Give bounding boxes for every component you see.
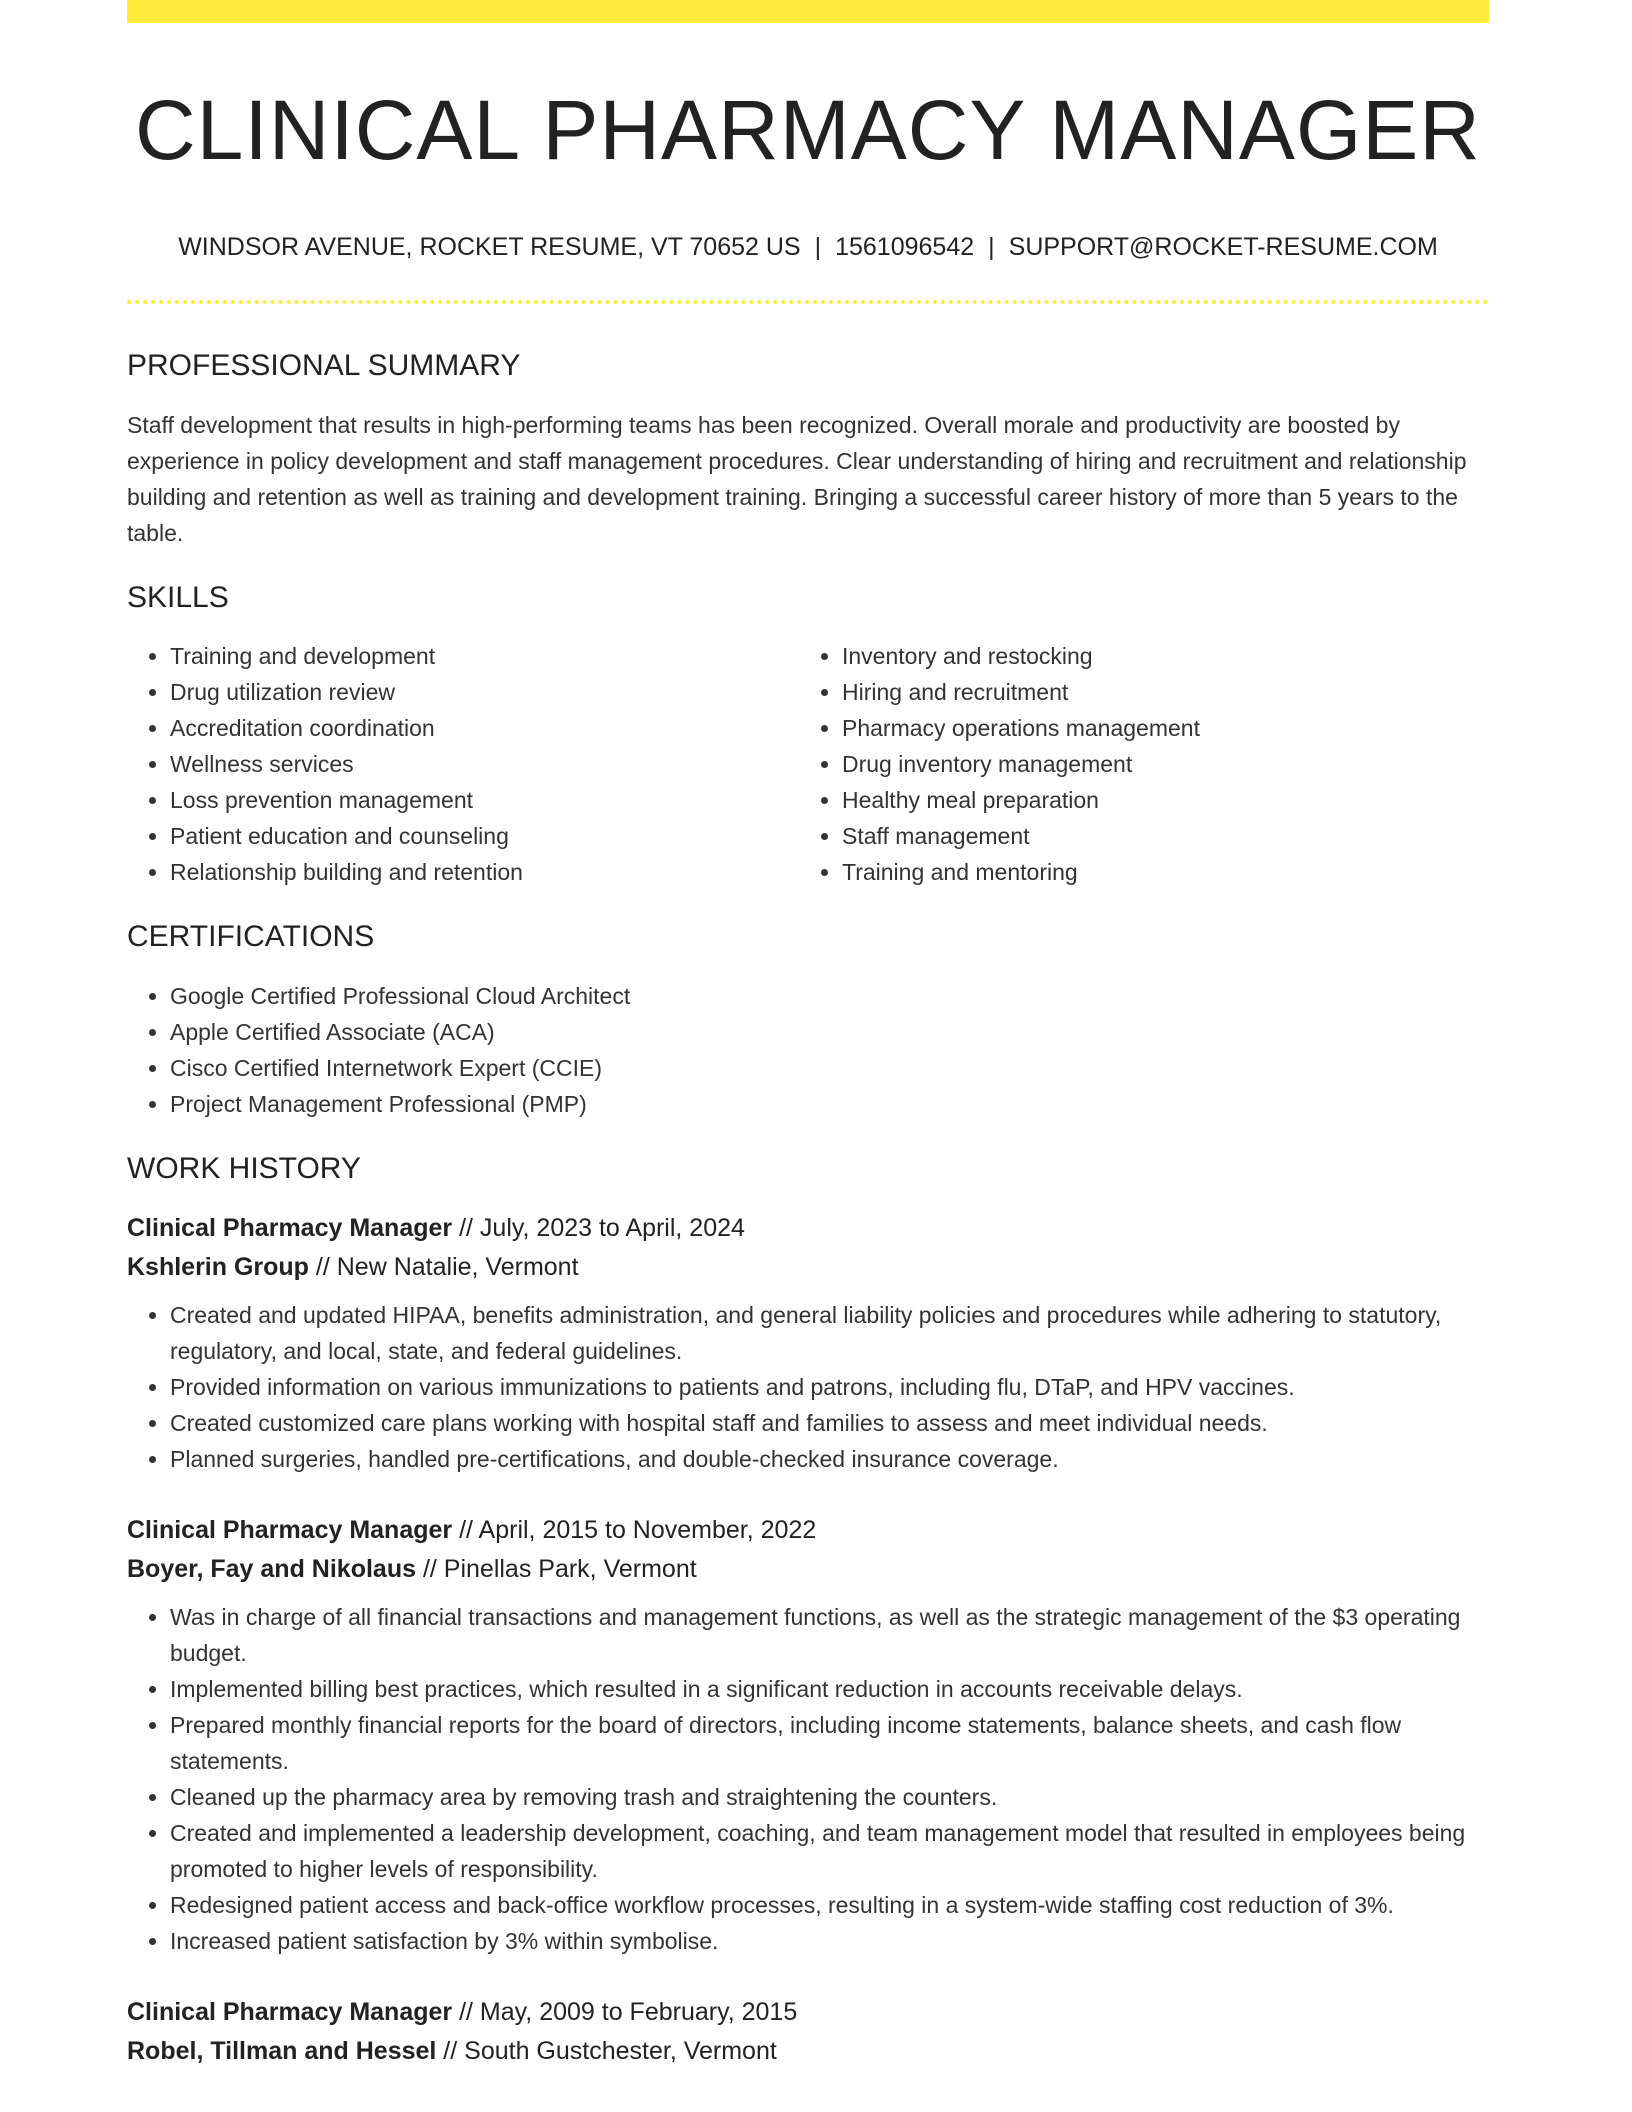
job-role-line <box>127 1209 1489 1248</box>
job-bullet: • Created and implemented a leadership development, coaching, and team management model that resulted in employees being promoted to higher levels of responsibility. <box>170 1815 1489 1887</box>
summary-heading: PROFESSIONAL SUMMARY <box>127 349 521 382</box>
job-location: // South Gustchester, Vermont <box>436 2037 777 2065</box>
contact-phone: 1561096542 <box>835 233 975 261</box>
contact-line <box>127 232 1489 262</box>
resume-name-title: CLINICAL PHARMACY MANAGER <box>135 83 1481 177</box>
job-role: Clinical Pharmacy Manager <box>127 1516 453 1544</box>
skill-item: • Healthy meal preparation <box>842 782 1471 818</box>
job-dates: // April, 2015 to November, 2022 <box>452 1516 817 1544</box>
job-bullet: • Planned surgeries, handled pre-certifications, and double-checked insurance coverage. <box>170 1441 1489 1477</box>
skill-item: • Hiring and recruitment <box>842 674 1471 710</box>
job-bullet: • Increased patient satisfaction by 3% within symbolise. <box>170 1923 1489 1959</box>
job-role-line <box>127 1993 1489 2032</box>
job-role: Clinical Pharmacy Manager <box>127 1998 453 2026</box>
job-company: Robel, Tillman and Hessel <box>127 2037 437 2065</box>
contact-address: WINDSOR AVENUE, ROCKET RESUME, VT 70652 US <box>178 233 801 261</box>
job-entry <box>127 1511 1489 1959</box>
job-bullets <box>127 1599 1489 1959</box>
job-bullet: • Prepared monthly financial reports for the board of directors, including income statements, balance sheets, and cash flow statements. <box>170 1707 1489 1779</box>
resume-content <box>127 0 1489 2071</box>
skill-item: • Drug inventory management <box>842 746 1471 782</box>
job-role: Clinical Pharmacy Manager <box>127 1214 453 1242</box>
job-bullets <box>127 1297 1489 1477</box>
certification-item: • Google Certified Professional Cloud Architect <box>170 978 1489 1014</box>
job-dates: // May, 2009 to February, 2015 <box>452 1998 798 2026</box>
skills-list-right <box>799 638 1471 890</box>
skill-item: • Accreditation coordination <box>170 710 799 746</box>
skill-item: • Pharmacy operations management <box>842 710 1471 746</box>
skill-item: • Wellness services <box>170 746 799 782</box>
job-company: Kshlerin Group <box>127 1253 309 1281</box>
job-location: // Pinellas Park, Vermont <box>416 1555 697 1583</box>
job-role-line <box>127 1511 1489 1550</box>
job-bullet: • Provided information on various immunizations to patients and patrons, including flu, DTaP, and HPV vaccines. <box>170 1369 1489 1405</box>
skill-item: • Inventory and restocking <box>842 638 1471 674</box>
work-history-heading: WORK HISTORY <box>127 1152 361 1185</box>
job-bullet: • Implemented billing best practices, which resulted in a significant reduction in accounts receivable delays. <box>170 1671 1489 1707</box>
job-entry <box>127 1993 1489 2071</box>
certifications-heading: CERTIFICATIONS <box>127 920 375 953</box>
summary-text: Staff development that results in high-performing teams has been recognized. Overall morale and productivity are boosted by experience in policy development and staff management procedures. Clear understanding of hiring and recruitment and relationship building and retention as well as training and development training. Bringing a successful career history of more than 5 years to the table. <box>127 412 1467 546</box>
job-company-line <box>127 2032 1489 2071</box>
job-bullet: • Created and updated HIPAA, benefits administration, and general liability policies and procedures while adhering to statutory, regulatory, and local, state, and federal guidelines. <box>170 1297 1489 1369</box>
header-divider <box>127 300 1489 304</box>
skills-heading: SKILLS <box>127 581 229 614</box>
skill-item: • Loss prevention management <box>170 782 799 818</box>
skill-item: • Staff management <box>842 818 1471 854</box>
job-company: Boyer, Fay and Nikolaus <box>127 1555 416 1583</box>
certifications-list <box>127 978 1489 1122</box>
skill-item: • Training and development <box>170 638 799 674</box>
skill-item: • Patient education and counseling <box>170 818 799 854</box>
job-bullet: • Redesigned patient access and back-office workflow processes, resulting in a system-wide staffing cost reduction of 3%. <box>170 1887 1489 1923</box>
contact-email: SUPPORT@ROCKET-RESUME.COM <box>1008 233 1438 261</box>
job-company-line <box>127 1550 1489 1589</box>
contact-separator: | <box>988 233 995 261</box>
certification-item: • Cisco Certified Internetwork Expert (CCIE) <box>170 1050 1489 1086</box>
job-bullet: • Created customized care plans working with hospital staff and families to assess and meet individual needs. <box>170 1405 1489 1441</box>
certification-item: • Project Management Professional (PMP) <box>170 1086 1489 1122</box>
job-company-line <box>127 1248 1489 1287</box>
skill-item: • Training and mentoring <box>842 854 1471 890</box>
skill-item: • Relationship building and retention <box>170 854 799 890</box>
job-dates: // July, 2023 to April, 2024 <box>452 1214 745 1242</box>
contact-separator: | <box>814 233 822 261</box>
skill-item: • Drug utilization review <box>170 674 799 710</box>
skills-columns <box>127 638 1489 890</box>
job-bullet: • Was in charge of all financial transactions and management functions, as well as the strategic management of the $3 operating budget. <box>170 1599 1489 1671</box>
job-bullet: • Cleaned up the pharmacy area by removing trash and straightening the counters. <box>170 1779 1489 1815</box>
certification-item: • Apple Certified Associate (ACA) <box>170 1014 1489 1050</box>
skills-list-left <box>127 638 799 890</box>
job-entry <box>127 1209 1489 1477</box>
job-location: // New Natalie, Vermont <box>308 1253 579 1281</box>
